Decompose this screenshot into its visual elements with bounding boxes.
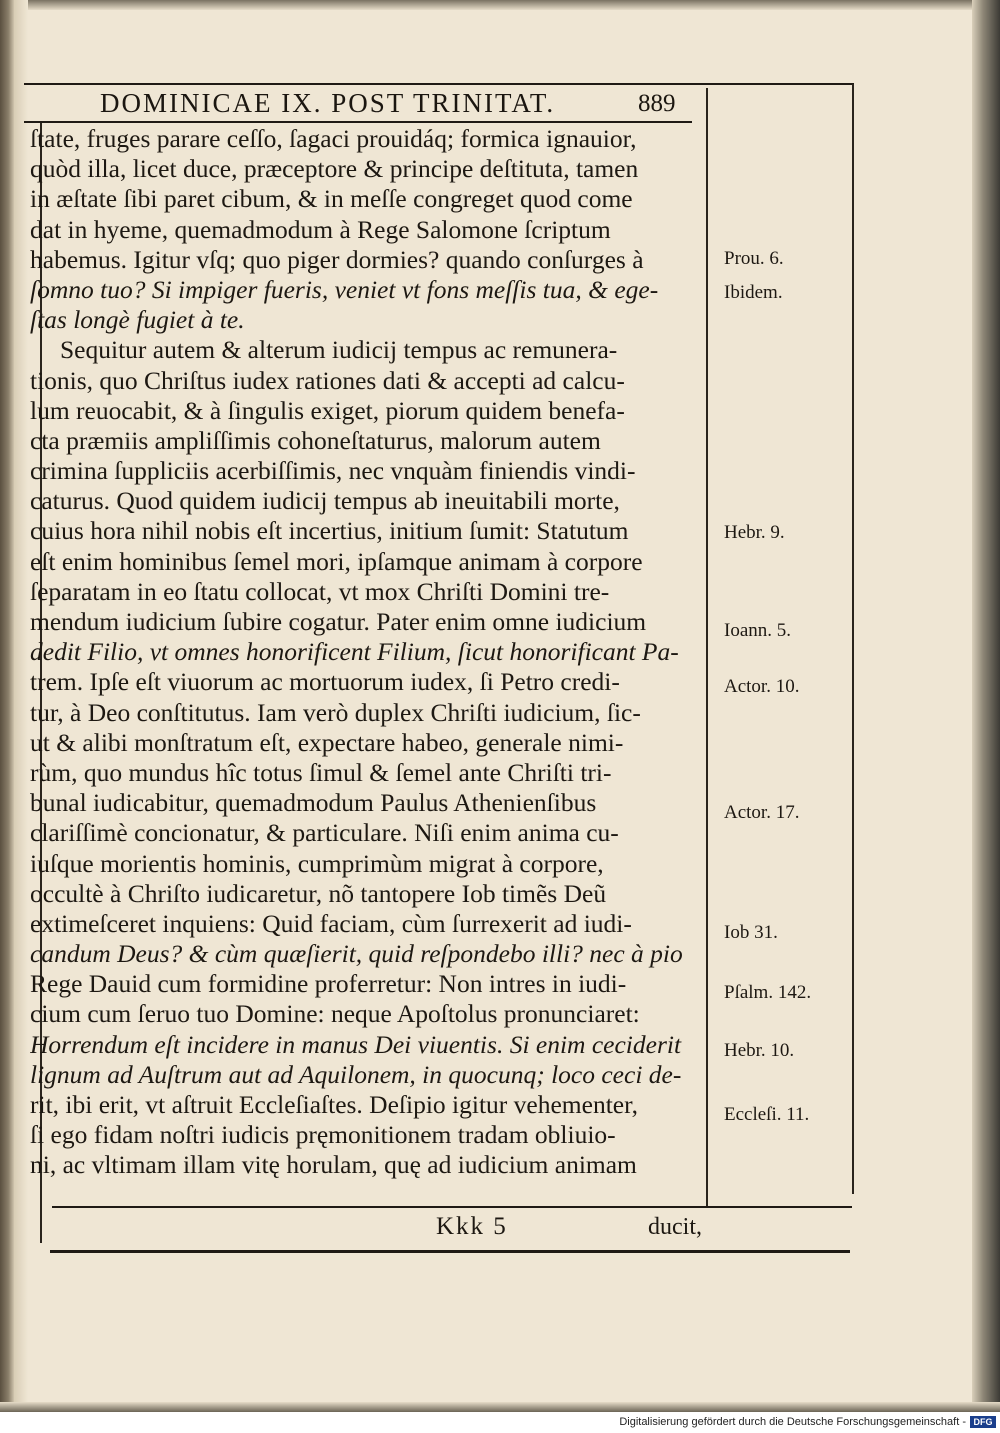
text-line: bunal iudicabitur, quemadmodum Paulus Athenienſibus <box>30 788 597 818</box>
margin-note: Actor. 17. <box>724 802 800 823</box>
text-line: iuſque morientis hominis, cumprimùm migrat à corpore, <box>30 848 604 878</box>
text-line: tur, à Deo conſtitutus. Iam verò duplex Chriſti iudicium, ſic- <box>30 697 641 727</box>
page-edge-bottom <box>0 1402 1000 1412</box>
text-line: ut & alibi monſtratum eſt, expectare habeo, generale nimi- <box>30 727 624 757</box>
text-line: candum Deus? & cùm quæſierit, quid reſpondebo illi? nec à pio <box>30 939 683 969</box>
text-line: mendum iudicium ſubire cogatur. Pater enim omne iudicium <box>30 607 647 636</box>
text-line: ſi ego fidam noſtri iudicis pręmonitionem tradam obliuio- <box>30 1120 616 1150</box>
text-line: ſtate, fruges parare ceſſo, ſagaci prouidáq; formica ignauior, <box>30 124 637 153</box>
text-line: habemus. Igitur vſq; quo piger dormies? quando conſurges à <box>30 244 644 274</box>
text-line: ſeparatam in eo ſtatu collocat, vt mox Chriſti Domini tre- <box>30 576 610 606</box>
dfg-logo: DFG <box>970 1416 996 1428</box>
foot-rule <box>50 1250 850 1253</box>
header-underline <box>24 121 692 123</box>
page-edge-left <box>0 0 14 1412</box>
text-line: extimeſceret inquiens: Quid faciam, cùm ſurrexerit ad iudi- <box>30 908 632 938</box>
signature-mark: Kkk 5 <box>436 1213 508 1240</box>
margin-frame-right <box>852 84 854 1194</box>
header-rule <box>24 83 854 85</box>
text-line: clariſſimè concionatur, & particulare. Niſi enim anima cu- <box>30 818 619 848</box>
text-line: dedit Filio, vt omnes honorificent Filium, ſicut honorificant Pa- <box>30 637 679 667</box>
running-head: DOMINICAE IX. POST TRINITAT. <box>100 88 556 118</box>
text-line: Sequitur autem & alterum iudicij tempus ac remunera- <box>60 335 618 365</box>
margin-note: Pſalm. 142. <box>724 982 812 1003</box>
text-line: quòd illa, licet duce, præceptore & principe deſtituta, tamen <box>30 154 639 184</box>
margin-note: Eccleſi. 11. <box>724 1104 810 1125</box>
body-text <box>30 124 710 1181</box>
catchword: ducit, <box>648 1214 702 1240</box>
text-line: rit, ibi erit, vt aſtruit Eccleſiaſtes. Deſipio igitur vehementer, <box>30 1090 638 1119</box>
page-gutter <box>14 0 28 1412</box>
text-line: occultè à Chriſto iudicaretur, nõ tantopere Iob timẽs Deũ <box>30 878 607 908</box>
margin-note: Ioann. 5. <box>724 620 792 641</box>
text-line: crimina ſuppliciis acerbiſſimis, nec vnquàm finiendis vindi- <box>30 456 636 486</box>
text-line: in æſtate ſibi paret cibum, & in meſſe congreget quod come <box>30 184 633 214</box>
text-line: lum reuocabit, & à ſingulis exiget, piorum quidem benefa- <box>30 395 625 425</box>
page-edge-right <box>972 0 1000 1412</box>
text-line: cta præmiis ampliſſimis cohoneſtaturus, malorum autem <box>30 425 601 455</box>
margin-note: Hebr. 9. <box>724 522 785 543</box>
text-line: tionis, quo Chriſtus iudex rationes dati & accepti ad calcu- <box>30 365 625 395</box>
margin-note: Actor. 10. <box>724 676 800 697</box>
margin-note: Iob 31. <box>724 922 778 943</box>
text-line: lignum ad Auſtrum aut ad Aquilonem, in quocunq; loco ceci de- <box>30 1059 682 1089</box>
text-line: cium cum ſeruo tuo Domine: neque Apoſtolus pronunciaret: <box>30 999 640 1029</box>
text-line: ſtas longè fugiet à te. <box>30 305 245 335</box>
text-line: Rege Dauid cum formidine proferretur: Non intres in iudi- <box>30 969 627 999</box>
text-line: ſomno tuo? Si impiger fueris, veniet vt fons meſſis tua, & ege- <box>30 274 659 304</box>
text-line: caturus. Quod quidem iudicij tempus ab ineuitabili morte, <box>30 486 620 516</box>
page-number: 889 <box>638 90 676 117</box>
margin-note: Hebr. 10. <box>724 1040 795 1061</box>
text-line: trem. Ipſe eſt viuorum ac mortuorum iudex, ſi Petro credi- <box>30 667 620 697</box>
margin-note: Ibidem. <box>724 282 783 303</box>
text-line: dat in hyeme, quemadmodum à Rege Salomone ſcriptum <box>30 214 611 244</box>
text-line: cuius hora nihil nobis eſt incertius, initium ſumit: Statutum <box>30 516 629 546</box>
text-line: ni, ac vltimam illam vitę horulam, quę ad iudicium animam <box>30 1150 637 1180</box>
page-edge-top <box>0 0 1000 10</box>
bottom-rule <box>52 1206 852 1208</box>
text-line: eſt enim hominibus ſemel mori, ipſamque animam à corpore <box>30 546 643 576</box>
text-line: Horrendum eſt incidere in manus Dei viuentis. Si enim ceciderit <box>30 1029 682 1059</box>
text-line: rùm, quo mundus hîc totus ſimul & ſemel ante Chriſti tri- <box>30 757 612 787</box>
digitization-credit: Digitalisierung gefördert durch die Deutsche Forschungsgemeinschaft - <box>619 1416 966 1428</box>
margin-note: Prou. 6. <box>724 248 784 269</box>
